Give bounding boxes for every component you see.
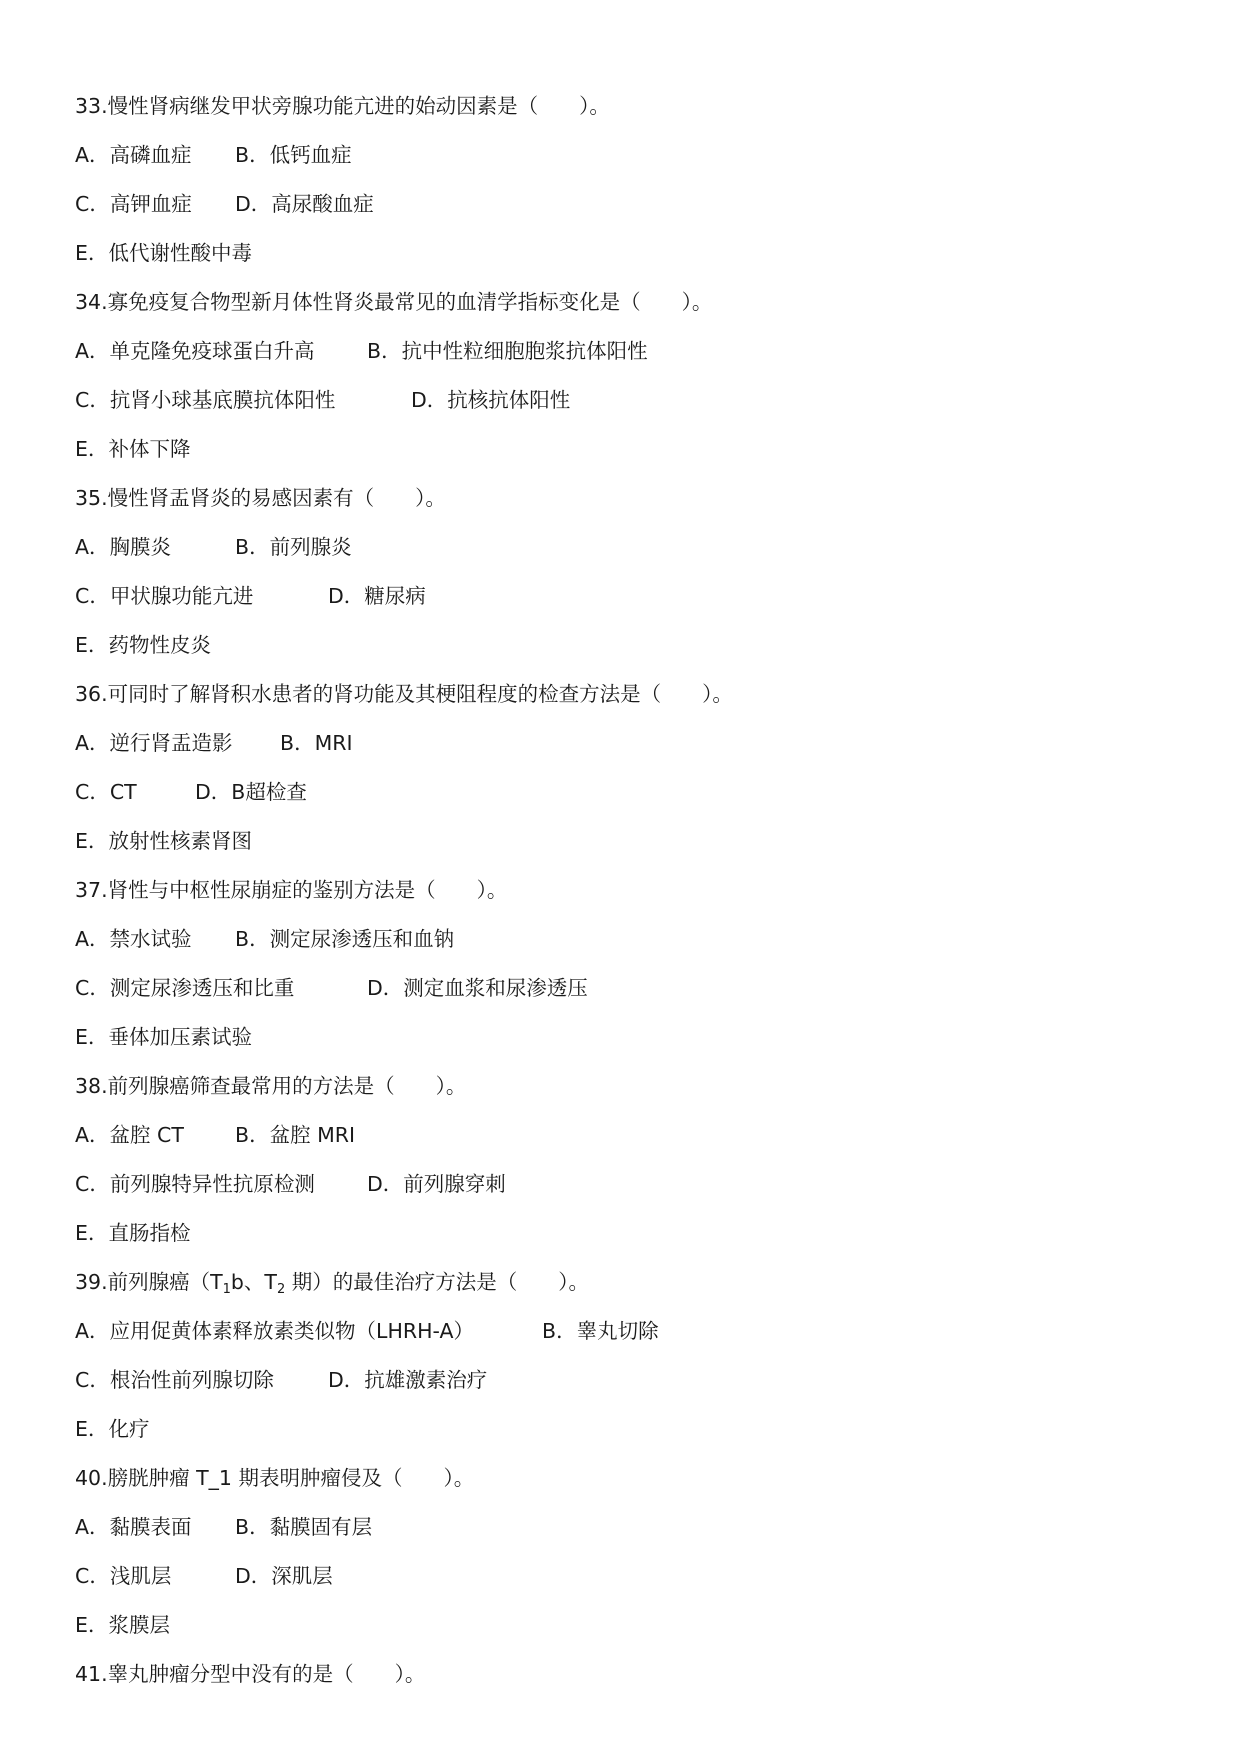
option-row: [75, 229, 1175, 278]
question-stem: 41.睾丸肿瘤分型中没有的是（ ）。: [75, 1662, 426, 1686]
option-d: D．糖尿病: [328, 584, 426, 608]
option-e: E．补体下降: [75, 437, 191, 461]
option-row: [75, 425, 1175, 474]
option-b: B．抗中性粒细胞胞浆抗体阳性: [367, 339, 648, 363]
option-d: D．高尿酸血症: [235, 192, 374, 216]
option-row: [75, 1160, 1175, 1209]
option-a: A．高磷血症: [75, 143, 192, 167]
option-a: A．单克隆免疫球蛋白升高: [75, 339, 315, 363]
option-row: [75, 131, 1175, 180]
option-c: C．甲状腺功能亢进: [75, 584, 254, 608]
option-e: E．低代谢性酸中毒: [75, 241, 252, 265]
option-c: C．高钾血症: [75, 192, 192, 216]
option-row: [75, 768, 1175, 817]
option-e: E．化疗: [75, 1417, 150, 1441]
option-row: [75, 1601, 1175, 1650]
option-b: B．盆腔 MRI: [235, 1123, 356, 1147]
subscript: 2: [276, 1282, 286, 1297]
option-row: [75, 1405, 1175, 1454]
option-c: C．测定尿渗透压和比重: [75, 976, 295, 1000]
option-row: [75, 572, 1175, 621]
option-row: [75, 1552, 1175, 1601]
option-b: B．MRI: [280, 731, 353, 755]
option-a: A．应用促黄体素释放素类似物（LHRH-A）: [75, 1319, 474, 1343]
question-stem: 36.可同时了解肾积水患者的肾功能及其梗阻程度的检查方法是（ ）。: [75, 682, 733, 706]
option-row: [75, 523, 1175, 572]
option-c: C．前列腺特异性抗原检测: [75, 1172, 315, 1196]
option-row: [75, 1307, 1175, 1356]
option-e: E．浆膜层: [75, 1613, 170, 1637]
option-d: D．B超检查: [195, 780, 307, 804]
option-d: D．抗核抗体阳性: [411, 388, 571, 412]
option-b: B．黏膜固有层: [235, 1515, 373, 1539]
option-b: B．测定尿渗透压和血钠: [235, 927, 455, 951]
option-d: D．测定血浆和尿渗透压: [367, 976, 588, 1000]
option-b: B．低钙血症: [235, 143, 352, 167]
option-a: A．盆腔 CT: [75, 1123, 184, 1147]
stem-text: b、T: [230, 1270, 277, 1294]
option-row: [75, 719, 1175, 768]
question-stem: [75, 1258, 1175, 1307]
option-c: C．CT: [75, 780, 137, 804]
document-page: [75, 82, 1175, 1699]
option-b: B．睾丸切除: [542, 1319, 659, 1343]
stem-text: 39.前列腺癌（T: [75, 1270, 223, 1294]
option-row: [75, 621, 1175, 670]
option-row: [75, 1356, 1175, 1405]
option-row: [75, 1209, 1175, 1258]
question-stem: 38.前列腺癌筛查最常用的方法是（ ）。: [75, 1074, 467, 1098]
subscript: 1: [222, 1282, 231, 1297]
option-a: A．逆行肾盂造影: [75, 731, 233, 755]
option-row: [75, 817, 1175, 866]
option-e: E．药物性皮炎: [75, 633, 211, 657]
option-row: [75, 180, 1175, 229]
question-stem: 35.慢性肾盂肾炎的易感因素有（ ）。: [75, 486, 446, 510]
option-d: D．抗雄激素治疗: [328, 1368, 488, 1392]
option-row: [75, 1013, 1175, 1062]
option-a: A．胸膜炎: [75, 535, 172, 559]
option-a: A．黏膜表面: [75, 1515, 192, 1539]
option-c: C．根治性前列腺切除: [75, 1368, 274, 1392]
option-c: C．浅肌层: [75, 1564, 172, 1588]
question-stem: 33.慢性肾病继发甲状旁腺功能亢进的始动因素是（ ）。: [75, 94, 610, 118]
option-row: [75, 915, 1175, 964]
option-d: D．深肌层: [235, 1564, 333, 1588]
option-row: [75, 964, 1175, 1013]
option-e: E．放射性核素肾图: [75, 829, 252, 853]
option-d: D．前列腺穿刺: [367, 1172, 506, 1196]
option-e: E．直肠指检: [75, 1221, 191, 1245]
question-stem: 37.肾性与中枢性尿崩症的鉴别方法是（ ）。: [75, 878, 508, 902]
option-row: [75, 1111, 1175, 1160]
option-row: [75, 327, 1175, 376]
option-e: E．垂体加压素试验: [75, 1025, 252, 1049]
option-row: [75, 376, 1175, 425]
option-b: B．前列腺炎: [235, 535, 352, 559]
option-row: [75, 1503, 1175, 1552]
stem-text: 期）的最佳治疗方法是（ ）。: [291, 1270, 590, 1294]
option-c: C．抗肾小球基底膜抗体阳性: [75, 388, 336, 412]
question-stem: 34.寡免疫复合物型新月体性肾炎最常见的血清学指标变化是（ ）。: [75, 290, 713, 314]
question-stem: 40.膀胱肿瘤 T_1 期表明肿瘤侵及（ ）。: [75, 1466, 475, 1490]
option-a: A．禁水试验: [75, 927, 192, 951]
